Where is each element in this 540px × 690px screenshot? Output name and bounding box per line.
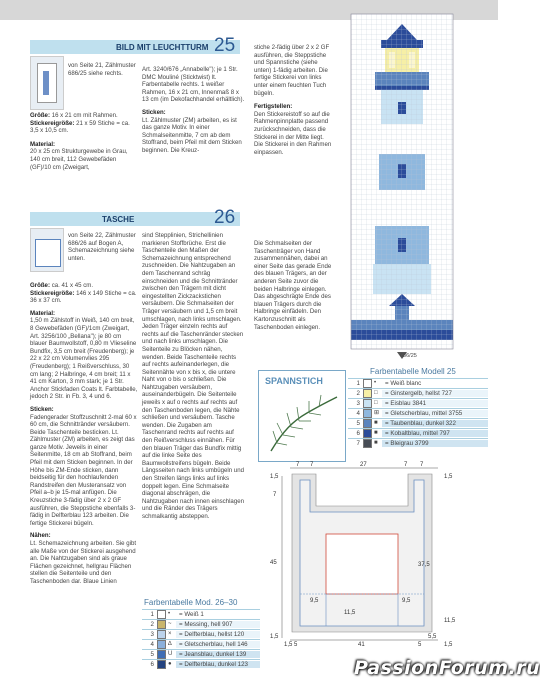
color-row-label: = Weiß blanc: [385, 379, 422, 387]
color-row-symbol: □: [374, 389, 378, 396]
naehen-value: Lt. Schemazeichnung arbeiten. Sie gibt alle Maße von der Stickerei ausgehend an. Die Nahtzugaben sind als graue Flächen gezeichnet, hellgrau Flächen stellen die Seitenteile und den Taschenboden dar. Blaue Linien: [30, 540, 137, 585]
material2-label: Material:: [30, 309, 56, 317]
color-row-num: 1: [356, 379, 360, 387]
color-row-label: = Delfterblau, dunkel 123: [176, 661, 260, 669]
color-row-num: 1: [150, 610, 154, 618]
color-row-symbol: ⊞: [374, 409, 380, 416]
fertig-value: Den Stickereistoff so auf die Rahmenpinnplatte passend zurückschneiden, dass die Stickerei in der Mitte liegt. Die Stickerei in den Rahmen einpassen.: [254, 110, 332, 156]
color-row-num: 5: [150, 650, 154, 658]
section2-col3: [254, 240, 334, 331]
color-row-num: 7: [356, 439, 360, 447]
spannstich-title: SPANNSTICH: [265, 376, 323, 386]
section-header-tasche: [30, 212, 240, 226]
dim-bot-1: 5: [294, 642, 298, 648]
color-row-symbol: ~: [168, 620, 172, 627]
color-row-symbol: ∆: [168, 640, 172, 647]
size-label: Größe:: [30, 112, 50, 119]
dim-bot-7: 11,5: [444, 618, 456, 624]
color-row-symbol: ■: [374, 429, 378, 436]
color-row: [142, 639, 260, 649]
color-row: [348, 388, 488, 398]
dim-bot-6: 1,5: [444, 642, 453, 648]
color-row-num: 6: [356, 429, 360, 437]
color-row-label: = Delfterblau, hellst 120: [176, 631, 260, 639]
color-row-num: 4: [356, 409, 360, 417]
stitch2-label: Stickereigröße:: [30, 289, 75, 297]
color-swatch: [363, 389, 372, 398]
color-row-label: = Weiß 1: [179, 610, 204, 618]
color-row-num: 2: [150, 620, 154, 628]
color-row-num: 3: [150, 630, 154, 638]
section2-col2: [142, 232, 245, 521]
color-table-26-title: Farbentabelle Mod. 26–30: [144, 598, 238, 607]
color-row-symbol: •: [374, 379, 377, 386]
color-swatch: [363, 379, 372, 388]
color-swatch: [363, 439, 372, 448]
dim-bot-2: 41: [358, 642, 365, 648]
color-swatch: [157, 650, 166, 659]
color-row: [142, 619, 260, 629]
color-row-num: 2: [356, 389, 360, 397]
color-row-label: = Messing, hell 907: [176, 621, 260, 629]
dim-left-2: 7: [273, 492, 277, 498]
lighthouse-chart: [351, 14, 453, 364]
dim-top-1: 7: [296, 462, 300, 468]
section2-col2-text: sind Stepplinien, Strichellinien markieren Stoffbrüche. Erst die Taschenteile den Maßen der Schemazeichnung entsprechend zuschneiden. Die Nahtzugaben an dem Taschenrand schräg einschneiden und die Schnittränder zwischen den Trägern mit dicht eingestellten Zickzackstichen versäubern. Die Schmalseiten der Träger versäubern und 1,5 cm breit umschlagen, nach links umschlagen. Jeden Träger einzeln rechts auf rechts auf die Taschenränder stecken und nach links umschlagen. Die Seitenteile zu Blöcken nähen, wenden. Beide Taschenteile rechts auf rechts aufeinanderlegen, die Seitennähte von x bis x, die untere Naht von o bis o schließen. Die Nahtzugaben versäubern, auseinanderbügeln. Die Seitenteile jeweils x auf o rechts auf rechts auf den Taschenboden legen, die Nähte schließen und versäubern. Tasche wenden. Die Zugaben am Taschenrand rechts auf rechts auf den Reißverschluss einnähen. Für den blauen Träger das Bundfix mittig auf die linke Seite des Baumwollstreifens bügeln. Beide Längsseiten nach links umbügeln und den Streifen längs links auf links doppelt legen. Eine Schmalseite diagonal abschrägen, die Nahtzugaben nach innen einschlagen und die Ränder des Trägers schmalkantig absteppen.: [142, 232, 244, 520]
color-table-25: [348, 366, 488, 448]
section1-col3-text: stiche 2-fädig über 2 x 2 GF ausführen, die Steppstiche und Spannstiche (siehe unten) 1-fädig arbeiten. Die fertige Stickerei von links unter einem feuchten Tuch bügeln.: [254, 44, 330, 97]
color-swatch: [157, 630, 166, 639]
material-value: 20 x 25 cm Strukturgewebe in Grau, 140 cm breit, 112 Gewebefäden (GF)/10 cm (Zweigart,: [30, 148, 128, 171]
color-row-num: 4: [150, 640, 154, 648]
color-swatch: [157, 640, 166, 649]
color-row: [348, 438, 488, 448]
color-row-label: = Bleigrau 3799: [382, 440, 488, 448]
color-row-label: = Jeansblau, dunkel 139: [176, 651, 260, 659]
color-row: [142, 629, 260, 639]
color-swatch: [363, 409, 372, 418]
color-row: [348, 418, 488, 428]
size2-label: Größe:: [30, 282, 50, 289]
color-row-label: = Gletscherblau, hell 146: [176, 641, 260, 649]
section1-ref: von Seite 21, Zählmuster 686/25 siehe rechts.: [68, 62, 136, 77]
section2-ref-text: von Seite 22, Zählmuster 686/26 auf Bogen A, Schemazeichnung siehe unten.: [68, 232, 136, 262]
dim-inner-95b: 9,5: [402, 598, 411, 604]
color-row-symbol: ■: [374, 419, 378, 426]
color-row: [142, 659, 260, 669]
bag-inner-panel: [326, 534, 398, 594]
section-number-26: 26: [214, 207, 236, 228]
color-row: [348, 408, 488, 418]
color-swatch: [157, 610, 166, 619]
color-row-symbol: □: [374, 399, 378, 406]
color-row-num: 6: [150, 660, 154, 668]
stitch2-value: 146 x 149 Stiche = ca. 36 x 37 cm.: [30, 289, 137, 305]
thumbnail-bag: [30, 228, 64, 272]
pattern-code: 686/25: [400, 353, 417, 359]
watermark: PassionForum.ru: [354, 657, 540, 679]
color-row: [142, 609, 260, 619]
color-swatch: [157, 660, 166, 669]
dim-bot-3: 5: [418, 642, 422, 648]
spannstich-illustration: [263, 391, 341, 457]
color-swatch: [157, 620, 166, 629]
color-table-25-rows: [348, 378, 488, 448]
color-row-symbol: U: [168, 650, 173, 657]
sticken-label: Sticken:: [142, 108, 166, 116]
size2-value: ca. 41 x 45 cm.: [51, 282, 94, 289]
naehen-label: Nähen:: [30, 532, 51, 540]
color-table-26: [142, 597, 260, 669]
dim-bot-8: 1,5: [444, 474, 453, 480]
color-table-26-rows: [142, 609, 260, 669]
dim-side: 11,5: [344, 610, 356, 616]
color-row-label: = Eisblau 3841: [382, 400, 488, 408]
dim-inner-h3: 37,5: [418, 562, 430, 568]
dim-bot-5: 1,5: [284, 642, 293, 648]
color-row-symbol: ×: [168, 630, 172, 637]
material-label: Material:: [30, 140, 56, 148]
color-swatch: [363, 399, 372, 408]
section2-col3-text: Die Schmalseiten der Taschenträger von Hand zusammennähen, dabei an einer Seite das gerade Ende des blauen Trägers, an der anderen Seite zuvor die beiden Halbringe einlegen. Das abgeschrägte Ende des blauen Trägers durch die Halbringe einfädeln. Den Kartonzuschnitt als Taschenboden einlegen.: [254, 240, 332, 331]
dim-left-5: 1,5: [270, 634, 279, 640]
section1-col2: [142, 66, 245, 155]
section-header-bild: [30, 40, 240, 54]
color-row-label: = Gletscherblau, mittel 3755: [382, 410, 488, 418]
fertig-label: Fertigstellen:: [254, 103, 293, 111]
sticken2-value: Fadengerader Stoffzuschnitt 2-mal 60 x 60 cm, die Schnittränder versäubern. Beide Taschenteile besticken. Lt. Zählmuster (ZM) arbeiten, es zeigt das ganze Motiv. Jeweils in einer Seitenmitte, 18 cm ab Stoffrand, beim Pfeil mit dem Sticken beginnen. In der Höhe bis ZM-Ende sticken, dann beidseitig für den hochlaufenden Randstreifen den Musteransatz von Pfeil a–b je 15-mal anfügen. Die Kreuzstiche 3-fädig über 2 x 2 GF ausführen, die Steppstiche ebenfalls 3-fädig in Delfterblau 123 arbeiten. Die fertige Stickerei bügeln.: [30, 413, 137, 527]
thumb-lighthouse-icon: [43, 71, 49, 95]
color-row-num: 5: [356, 419, 360, 427]
color-row-label: = Kobaltblau, mittel 797: [382, 430, 488, 438]
thumb-bag-icon: [35, 239, 61, 267]
section1-col1: [68, 62, 136, 77]
color-swatch: [363, 419, 372, 428]
size-value: 16 x 21 cm mit Rahmen.: [51, 112, 118, 119]
dim-inner-95a: 9,5: [310, 598, 319, 604]
color-swatch: [363, 429, 372, 438]
dim-top-3: 7: [404, 462, 408, 468]
sticken2-label: Sticken:: [30, 405, 54, 413]
dim-top-4: 7: [420, 462, 424, 468]
color-row-symbol: ●: [168, 660, 172, 667]
color-row-label: = Ginstergelb, hellst 727: [382, 390, 488, 398]
dim-top-mid: 27: [360, 462, 367, 468]
color-row-symbol: •: [168, 610, 171, 617]
section1-col3: [254, 44, 334, 156]
color-row: [142, 649, 260, 659]
spannstich-box: [258, 370, 346, 462]
stitch-label: Stickereigröße:: [30, 119, 75, 127]
dim-left-1: 1,5: [270, 474, 279, 480]
section1-details: [30, 112, 138, 171]
section2-col1: [30, 282, 138, 586]
bag-schema: [268, 462, 454, 648]
color-table-25-title: Farbentabelle Modell 25: [370, 367, 456, 376]
material2-value: 1,50 m Zählstoff in Weiß, 140 cm breit, 8 Gewebefäden (GF)/1cm (Zweigart, Art. 3256/100 „Bellana"); je 80 cm blauer Baumwollstoff, 0,80 m Vlieseline Bundfix, 3,5 cm breit (Freudenberg); je 22 x 22 cm Volumenvlies 295 (Freudenberg); 1 Reißverschluss, 30 cm lang; 2 Halbringe, 4 cm breit; 11 x 41 cm Karton, 3 mm stark; je 1 Str. Anchor Stickfaden Coats lt. Farbtabelle, jedoch 2 Str. in Fb. 3, 4 und 6.: [30, 317, 138, 401]
color-row: [348, 398, 488, 408]
section2-ref: [68, 232, 138, 262]
stitch-value: 21 x 59 Stiche = ca. 3,5 x 10,5 cm.: [30, 119, 130, 135]
color-row-label: = Taubenblau, dunkel 322: [382, 420, 488, 428]
color-row: [348, 428, 488, 438]
dim-bot-4: 5,5: [428, 634, 437, 640]
dim-top-2: 7: [310, 462, 314, 468]
section-title-tasche: TASCHE: [102, 215, 135, 224]
sticken-value: Lt. Zählmuster (ZM) arbeiten, es ist das ganze Motiv. In einer Schmalseitenmitte, 7 cm ab dem Stoffrand, beim Pfeil mit dem Sticken beginnen. Die Kreuz-: [142, 116, 242, 154]
thumbnail-lighthouse: [30, 56, 64, 110]
section-number-25: 25: [214, 35, 236, 56]
section-title-bild: BILD MIT LEUCHTTURM: [116, 43, 209, 52]
section1-col2-text: Art. 3240/676 „Annabelle"); je 1 Str. DMC Mouliné (Sticktwist) lt. Farbentabelle rechts. 1 weißer Rahmen, 16 x 21 cm, Innenmaß 8 x 13 cm (im Dekofachhandel erhältlich).: [142, 66, 245, 104]
color-row: [348, 378, 488, 388]
color-row-num: 3: [356, 399, 360, 407]
dim-left-4: 45: [270, 560, 277, 566]
color-row-symbol: ■: [374, 439, 378, 446]
